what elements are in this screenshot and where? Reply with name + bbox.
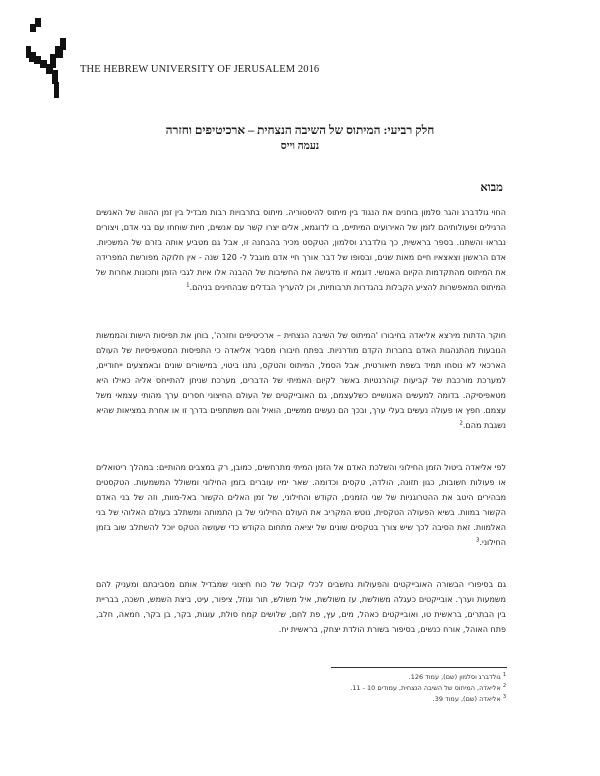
article-title: חלק רביעי: המיתוס של השיבה הנצחית – ארכיטיפים וחזרה: [165, 123, 435, 137]
paragraph-text: גם בסיפורי הבשורה האובייקטים והפעולות נחשבים לכלי קיבול של כוח חיצוני שמבדיל אותם מסביבתם ומעניק להם משמעות וערך. אובייקטים כעגלה משולשת, עז משולשת, איל משולש, תור וגוזל, ציפור, עיט, ביצת השמש, חשכה, בבריית בין הבתרים, בראשית טו, ואובייקטים כאהל, מים, עץ, פת לחם, שלושים קמח סולת, עוגות, בקר, בן בקר, חמאה, חלב, פתח האוהל, אורח כנשים, בסיפור בשורת הולדת יצחק, בראשית יח.: [96, 580, 506, 634]
paragraph: [96, 577, 506, 637]
university-logo: [24, 18, 72, 98]
footnote-text: גולדברג וסלמון (שם), עמוד 126.: [408, 673, 501, 681]
footnotes: [206, 672, 506, 705]
paragraph: [96, 328, 506, 433]
article-author: נעמה וייס: [280, 141, 320, 152]
footnote-number: 1: [502, 671, 506, 678]
footnote: [206, 694, 506, 705]
paragraph: [96, 205, 506, 295]
footnote-divider: [331, 667, 507, 668]
university-name: THE HEBREW UNIVERSITY OF JERUSALEM 2016: [80, 64, 320, 75]
footnote-number: 3: [502, 693, 506, 700]
footnote-number: 2: [502, 682, 506, 689]
footnote-text: אליאדה (שם), עמוד 39.: [432, 695, 501, 703]
paragraph-text: חוקר הדתות מירצא אליאדה בחיבורו 'המיתוס של השיבה הנצחית – ארכיטיפים וחזרה', בוחן את תפיסות הישות והממשות הנובעות מהתנהגות האדם בחברות הקדם מודרניות. בפתח חיבורו מסביר אליאדה כי התפיסות המטאפיסיות של העולם הארכאי לא נוסחו תמיד בשפת תיאורטית, אבל הסמל, המיתוס והטקס, נתנו ביטוי, במישורים שונים ובאמצעים ייחודיים, למערכת מורכבת של קביעות קוהרנטיות באשר לקיום האמיתי של הדברים, מערכת שניתן להתייחס אליה כאילו היא מטאפיסיקה. בדומה למעשים האנושיים כשלעצמם, גם האובייקטים של העולם החיצוני חסרים ערך מהותי עצמאי משל עצמם. חפץ או פעולה נעשים בעלי ערך, ובכך הם נעשים ממשיים, הואיל והם משתתפים בדרך זו או אחרת במציאות שהיא נשגבת מהם.: [96, 331, 506, 430]
footnote-ref[interactable]: 2: [459, 420, 463, 427]
footnote-text: אליאדה, המיתוס של השיבה הנצחית, עמודים 10 - 11.: [350, 684, 501, 692]
paragraph-text: לפי אליאדה ביטול הזמן החילוני והשלכת האדם אל הזמן המיתי מתרחשים, כמובן, רק במצבים מהותיים: במהלך ריטואלים או פעולות חשובות, כגון תזונה, הולדה, טקסים וכדומה. שאר ימיו עוברים בזמן החילוני ומשולל המשמעות. הטקסטים מבהירים היטב את ההטרוגניות של שני הזמנים, הקודש והחילוני, של זמן האלים הקשור באל-מוות, וזה של בני האדם הקשור במוות. בשיא הפעולה הטקסית, נוטש המקריב את העולם החילוני של בן התמותה ומשתלב בעולם האלוהי של בני האלמוות. זאת הסיבה לכך שיש צורך בטקסים שונים של יציאה מתחום הקודש כדי שעושה הטקס יוכל להשתלב שוב בזמן החילוני.: [96, 463, 506, 547]
footnote: [206, 672, 506, 683]
section-heading: מבוא: [480, 182, 503, 194]
footnote-ref[interactable]: 3: [475, 537, 480, 544]
paragraph-text: החוי גולדברג והגר סלמון בוחנים את הנגוד בין מיתוס להיסטוריה. מיתוס בתרבויות רבות מבדיל בין זמן ההווה של האנשים הרגילים ופעולותיהם לזמן של האירועים המיתיים, בו לדוגמא, אלים יצרו קשר עם אנשים, חיות שוחחו עם בני אדם, ויצורים נבראו והשתנו. בספר בראשית, כך גולדברג וסלמון, הטקסט מכיר בהבחנה זו, אבל גם מטביע אותה בזרם של המשכיות. אדם הראשון וצאצאיו חיים מאות שנים, ובסופו של דבר אורך חיי אדם מוגבל ל- 120 שנה - אין חלוקה מפורשת המפרידה את המיתוס מהתקדמות הקיום האנושי. דוגמא זו מדגישה את החשיבות של ההבנה אלו איות לגבי הזמן ותכונות אחרות של המיתוס המאפשרות להציע הקבלות בהגדרות תרבותיות, וכן להעריך הבדלים שבהחינים בניהם.: [96, 208, 506, 292]
footnote-ref[interactable]: 1: [186, 282, 190, 289]
paragraph: [96, 460, 506, 550]
footnote: [206, 683, 506, 694]
